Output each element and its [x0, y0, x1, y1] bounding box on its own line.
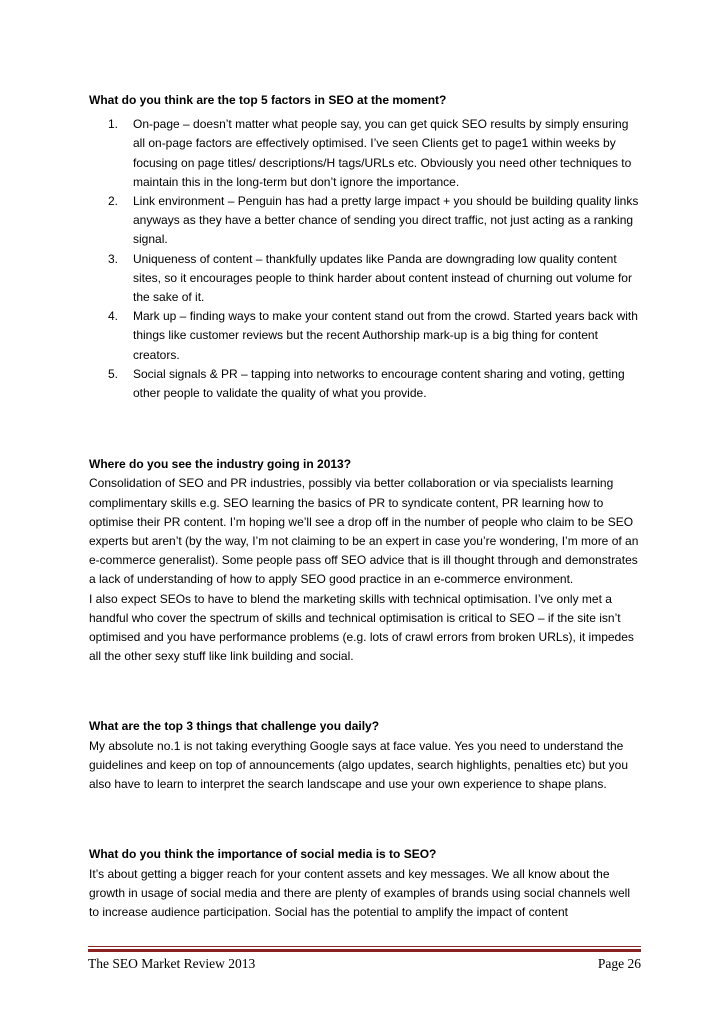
list-item: [89, 192, 641, 250]
answer-paragraph: It’s about getting a bigger reach for your content assets and key messages. We all know about the growth in usage of social media and there are plenty of examples of brands using social channels well to increase audience participation. Social has the potential to amplify the impact of content: [89, 866, 630, 919]
section-spacer: [89, 666, 641, 717]
list-number: 1.: [108, 117, 119, 132]
list-item-text: Social signals & PR – tapping into networks to encourage content sharing and voting, getting other people to validate the quality of what you provide.: [133, 366, 625, 401]
list-item: [89, 307, 641, 365]
list-item: [89, 365, 641, 403]
footer-divider: [88, 946, 641, 952]
section-spacer: [89, 403, 641, 455]
list-item: [89, 250, 641, 308]
page-number: Page 26: [597, 956, 641, 971]
question-daily-challenges: What are the top 3 things that challenge you daily?: [89, 719, 380, 734]
answer-paragraph: I also expect SEOs to have to blend the marketing skills with technical optimisation. I’ve only met a handful who cover the spectrum of skills and technical optimisation is critical to SEO – if the site isn’t optimised and you have performance problems (e.g. lots of crawl errors from broken URLs), it impedes all the other sexy stuff like link building and social.: [89, 591, 634, 664]
list-item-text: Uniqueness of content – thankfully updates like Panda are downgrading low quality content sites, so it encourages people to think harder about content instead of churning out volume for the sake of it.: [133, 251, 632, 305]
list-item: [89, 115, 641, 192]
question-industry-2013: Where do you see the industry going in 2013?: [89, 457, 352, 472]
list-number: 4.: [108, 309, 119, 324]
footer-title: The SEO Market Review 2013: [88, 956, 256, 971]
list-item-text: Link environment – Penguin has had a pretty large impact + you should be building quality links anyways as they have a better chance of sending you direct traffic, not just acting as a ranking signal.: [133, 194, 639, 247]
factors-list: [89, 115, 641, 403]
page-body: [89, 91, 641, 922]
list-number: 2.: [108, 194, 119, 209]
question-top-factors: What do you think are the top 5 factors in SEO at the moment?: [89, 93, 447, 107]
section-spacer: [89, 794, 641, 845]
list-item-text: On-page – doesn’t matter what people say, you can get quick SEO results by simply ensuring all on-page factors are effectively optimised. I’ve seen Clients get to page1 within weeks by focusing on page titles/ descriptions/H tags/URLs etc. Obviously you need other techniques to maintain this in the long-term but don’t ignore the importance.: [133, 117, 632, 189]
list-item-text: Mark up – finding ways to make your content stand out from the crowd. Started years back with things like customer reviews but the recent Authorship mark-up is a big thing for content creators.: [133, 309, 638, 362]
list-number: 5.: [108, 366, 119, 381]
answer-paragraph: My absolute no.1 is not taking everything Google says at face value. Yes you need to understand the guidelines and keep on top of announcements (algo updates, search highlights, penalties etc) but you also have to learn to interpret the search landscape and use your own experience to shape plans.: [89, 738, 629, 792]
list-number: 3.: [108, 251, 119, 266]
answer-paragraph: Consolidation of SEO and PR industries, possibly via better collaboration or via specialists learning complimentary skills e.g. SEO learning the basics of PR to syndicate content, PR learning how to optimise their PR content. I’m hoping we’ll see a drop off in the number of people who claim to be SEO experts but aren’t (by the way, I’m not claiming to be an expert in case you’re wondering, I’m more of an e-commerce generalist). Some people pass off SEO advice that is ill thought through and demonstrates a lack of understanding of how to apply SEO good practice in an e-commerce environment.: [89, 476, 639, 587]
question-social-media: What do you think the importance of social media is to SEO?: [89, 847, 437, 862]
